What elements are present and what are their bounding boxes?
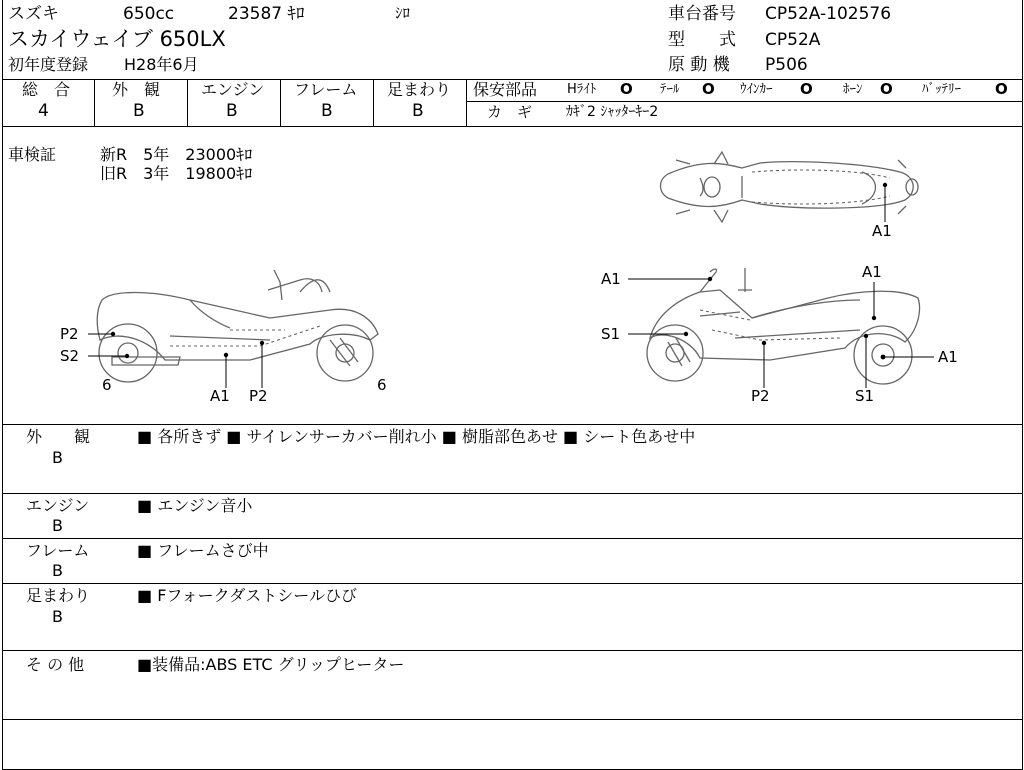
engine-label: 原 動 機 xyxy=(668,55,730,75)
frame-no-label: 車台番号 xyxy=(668,4,736,24)
overall-grade: 4 xyxy=(38,101,49,121)
remark-text-engine: ■ エンジン音小 xyxy=(137,496,253,515)
remark-text-suspension: ■ Fフォークダストシールひび xyxy=(137,586,357,605)
remark-text-exterior: ■ 各所きず ■ サイレンサーカバー削れ小 ■ 樹脂部色あせ ■ シート色あせ中 xyxy=(137,427,696,446)
label-A1-wheel: A1 xyxy=(938,348,958,366)
remarks-bottom xyxy=(2,719,1023,720)
color: ｼﾛ xyxy=(395,4,411,22)
exterior-grade: B xyxy=(133,101,145,121)
remark-grade-exterior: B xyxy=(52,448,63,467)
model-code: CP52A xyxy=(765,30,821,50)
safety-item-horn: ﾎｰﾝ xyxy=(843,82,863,97)
label-A1-front: A1 xyxy=(601,270,621,288)
remark-category-engine: エンジン xyxy=(26,496,90,515)
right-view-scooter xyxy=(647,268,919,384)
engine-code: P506 xyxy=(765,55,808,75)
first-registration-label: 初年度登録 xyxy=(8,55,89,74)
label-P2-side: P2 xyxy=(60,325,79,343)
safety-mark-battery: O xyxy=(995,80,1008,98)
keys-value: ｶｷﾞ2 ｼｬｯﾀｰｷｰ2 xyxy=(566,104,659,120)
leader-lines xyxy=(88,183,934,388)
engine-grade: B xyxy=(226,101,238,121)
left-view-scooter xyxy=(97,270,378,382)
remark-category-other: そ の 他 xyxy=(26,655,85,674)
damage-labels xyxy=(60,222,958,405)
exterior-grade-label: 外 観 xyxy=(112,80,161,99)
suspension-grade: B xyxy=(412,101,424,121)
keys-label: カ ギ xyxy=(487,103,533,121)
label-S1-rear: S1 xyxy=(855,387,875,405)
remarks-divider xyxy=(2,650,1023,651)
safety-item-headlight: Hﾗｲﾄ xyxy=(567,82,597,97)
remark-grade-engine: B xyxy=(52,516,63,535)
remarks-top xyxy=(2,424,1023,425)
frame-no: CP52A-102576 xyxy=(765,4,892,24)
remarks-divider xyxy=(2,538,1023,539)
label-front-6: 6 xyxy=(377,376,387,394)
maker: スズキ xyxy=(8,4,59,24)
suspension-grade-label: 足まわり xyxy=(387,80,452,99)
label-P2-right: P2 xyxy=(751,387,770,405)
remark-grade-suspension: B xyxy=(52,607,63,626)
safety-item-winker: ｳｲﾝｶｰ xyxy=(740,82,773,97)
label-P2-left: P2 xyxy=(249,387,268,405)
label-rear-6: 6 xyxy=(102,376,112,394)
safety-item-tail: ﾃｰﾙ xyxy=(660,82,680,97)
remark-text-other: ■装備品:ABS ETC グリップヒーター xyxy=(137,655,405,674)
displacement: 650cc xyxy=(123,4,175,24)
mileage: 23587 ｷﾛ xyxy=(228,4,305,24)
model-name: スカイウェイブ 650LX xyxy=(8,27,226,51)
inspection-new: 新R 5年 23000ｷﾛ xyxy=(100,145,253,164)
first-registration-value: H28年6月 xyxy=(124,55,199,74)
engine-grade-label: エンジン xyxy=(201,80,265,99)
inspection-label: 車検証 xyxy=(8,145,57,164)
label-S2: S2 xyxy=(60,347,80,365)
label-S1-front: S1 xyxy=(601,325,621,343)
safety-mark-tail: O xyxy=(702,80,715,98)
remark-category-suspension: 足まわり xyxy=(26,586,91,605)
remarks-divider xyxy=(2,493,1023,494)
remark-grade-frame: B xyxy=(52,561,63,580)
top-view-scooter xyxy=(661,152,919,222)
overall-grade-label: 総 合 xyxy=(22,80,71,99)
inspection-old: 旧R 3年 19800ｷﾛ xyxy=(100,164,253,183)
safety-label: 保安部品 xyxy=(473,80,538,99)
label-A1-top: A1 xyxy=(872,222,892,240)
frame-grade-label: フレーム xyxy=(294,80,358,99)
remarks-divider xyxy=(2,583,1023,584)
safety-item-battery: ﾊﾞｯﾃﾘｰ xyxy=(922,82,961,97)
safety-mark-winker: O xyxy=(800,80,813,98)
safety-mark-horn: O xyxy=(880,80,893,98)
safety-mark-headlight: O xyxy=(620,80,633,98)
remark-text-frame: ■ フレームさび中 xyxy=(137,541,269,560)
remark-category-frame: フレーム xyxy=(26,541,90,560)
label-A1-left: A1 xyxy=(210,387,230,405)
remark-category-exterior: 外 観 xyxy=(26,427,91,446)
frame-grade: B xyxy=(321,101,333,121)
model-code-label: 型 式 xyxy=(668,30,736,50)
label-A1-rear: A1 xyxy=(862,263,882,281)
